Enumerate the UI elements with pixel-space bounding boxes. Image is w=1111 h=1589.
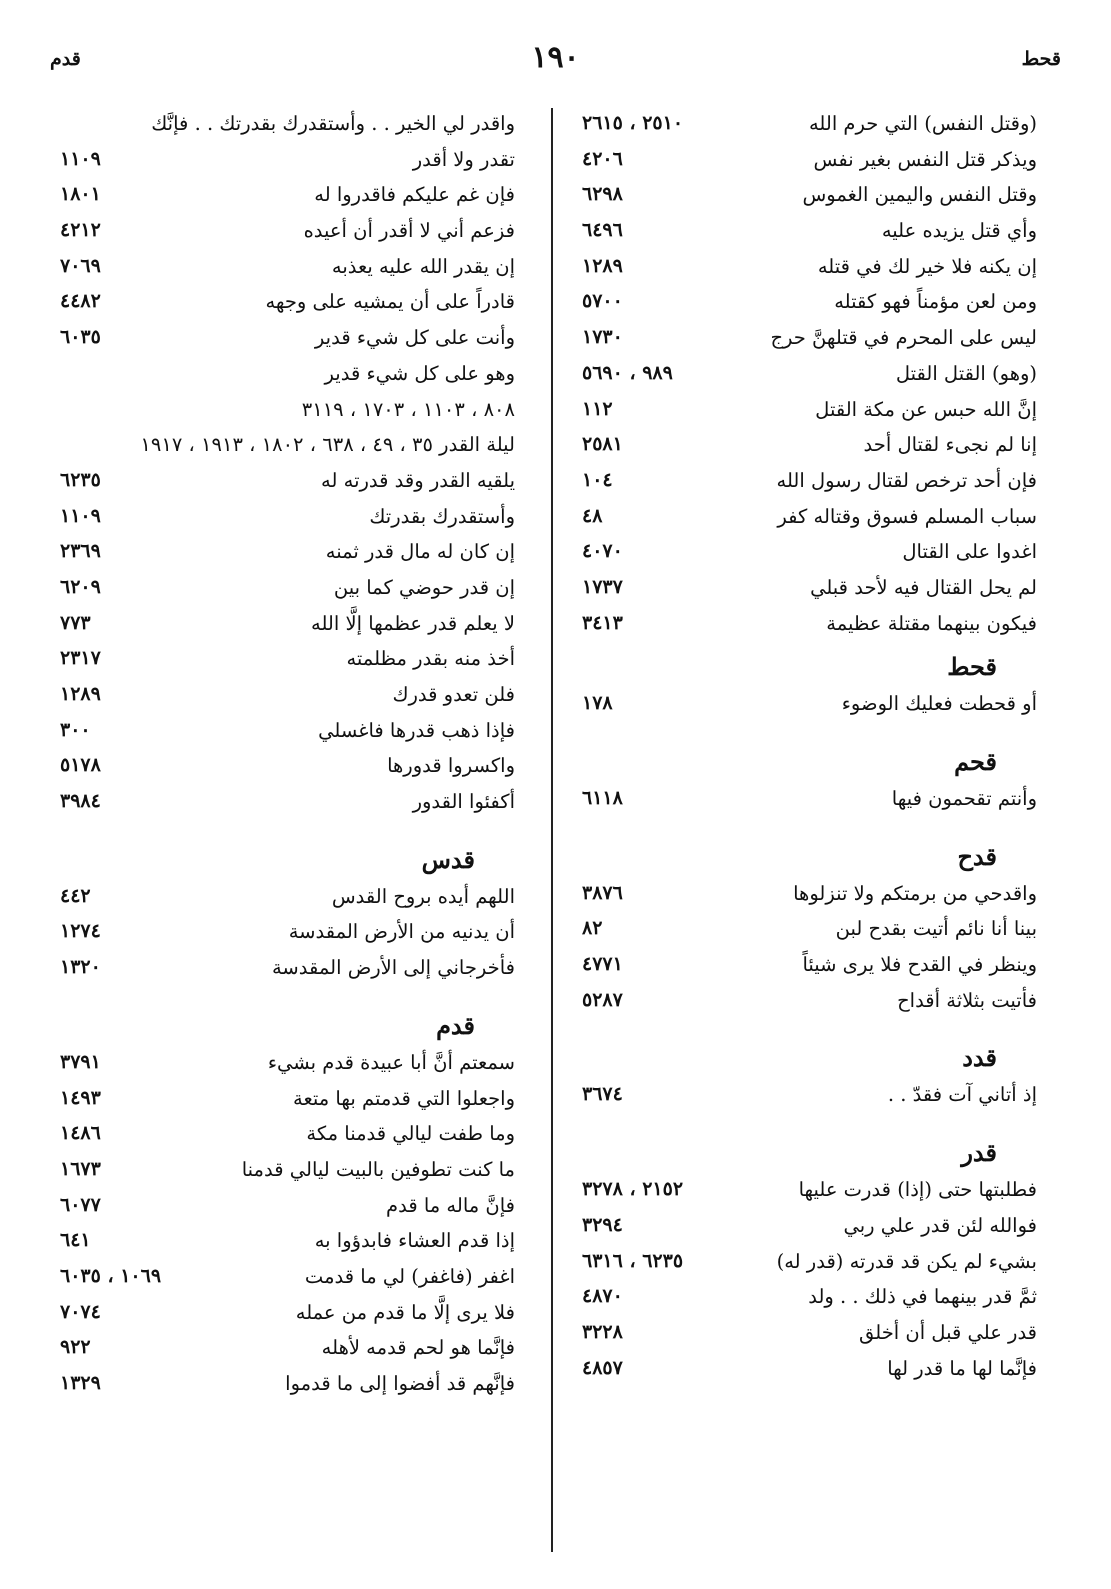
root-heading — [582, 1032, 1037, 1077]
entry-number: ١٣٢٩ — [60, 1372, 101, 1394]
entry-text: وهو على كل شيء قدير — [324, 361, 515, 385]
index-entry — [60, 1045, 515, 1081]
index-entry — [582, 1315, 1037, 1351]
entry-number: ٩٨٩ ، ٥٦٩٠ — [582, 361, 673, 384]
entry-number: ٧٧٣ — [60, 611, 91, 634]
entry-number: ٨٢ — [582, 917, 603, 940]
index-entry — [582, 463, 1037, 499]
index-entry — [582, 1279, 1037, 1315]
index-entry — [60, 1188, 515, 1224]
entry-text: إذ أتاني آت فقدّ . . — [887, 1083, 1037, 1107]
header-end-word: قدم — [50, 48, 81, 70]
entry-text: واقدر لي الخير . . وأستقدرك بقدرتك . . فإنَّك — [151, 112, 515, 135]
entry-number: ١٤٨٦ — [60, 1122, 101, 1145]
entry-number: ٢٣١٧ — [60, 647, 101, 670]
root-heading-text: قدد — [962, 1043, 997, 1073]
entry-text: لم يحل القتال فيه لأحد قبلي — [810, 575, 1037, 599]
entry-text: تقدر ولا أقدر — [412, 147, 515, 171]
entry-text: قادراً على أن يمشيه على وجهه — [265, 290, 515, 314]
entry-number: ١٤٩٣ — [60, 1086, 101, 1109]
root-heading-text: قحط — [947, 652, 997, 682]
entry-number: ١١٠٩ — [60, 147, 101, 170]
index-entry — [582, 392, 1037, 428]
root-heading-text: قدس — [421, 844, 475, 874]
entry-number: ١٦٧٣ — [60, 1157, 101, 1180]
index-entry — [60, 914, 515, 950]
left-column — [60, 106, 515, 1402]
index-entry — [582, 142, 1037, 178]
index-entry — [60, 427, 515, 463]
index-entry — [582, 320, 1037, 356]
entry-number: ١٠٦٩ ، ٦٠٣٥ — [60, 1264, 162, 1287]
root-heading — [582, 736, 1037, 781]
index-entry — [60, 320, 515, 356]
entry-text: واجعلوا التي قدمتم بها متعة — [293, 1086, 515, 1110]
entry-text: اغفر (فاغفر) لي ما قدمت — [304, 1264, 515, 1288]
entry-text: أكفئوا القدور — [412, 790, 515, 814]
entry-number: ٤٧٧١ — [582, 953, 623, 976]
index-entry — [60, 1152, 515, 1188]
entry-number: ٥٧٠٠ — [582, 290, 623, 313]
index-entry — [60, 213, 515, 249]
entry-number: ٣٢٩٤ — [582, 1213, 623, 1236]
page-number: ١٩٠ — [531, 40, 580, 75]
entry-number: ١١٢ — [582, 397, 613, 420]
index-entry — [582, 1208, 1037, 1244]
entry-number: ٦٢٩٨ — [582, 183, 623, 206]
index-entry — [582, 213, 1037, 249]
entry-number: ٣٠٠ — [60, 718, 91, 741]
index-entry — [60, 1259, 515, 1295]
entry-text: وأنتم تقحمون فيها — [891, 787, 1037, 810]
entry-text: ويذكر قتل النفس بغير نفس — [813, 147, 1037, 171]
entry-text: فوالله لئن قدر علي ربي — [843, 1213, 1037, 1237]
spacer — [582, 1018, 1037, 1032]
entry-text: اللهم أيده بروح القدس — [331, 884, 515, 908]
entry-text: وأستقدرك بقدرتك — [369, 504, 515, 528]
entry-number: ١٧٨ — [582, 692, 613, 715]
entry-text: بشيء لم يكن قد قدرته (قدر له) — [776, 1249, 1037, 1273]
entry-number: ١٣٢٠ — [60, 956, 101, 979]
index-entry — [582, 356, 1037, 392]
entry-text: ومن لعن مؤمناً فهو كقتله — [834, 290, 1037, 314]
entry-text: فإنَّما هو لحم قدمه لأهله — [321, 1336, 515, 1360]
index-entry — [582, 947, 1037, 983]
index-entry — [60, 1366, 515, 1402]
index-entry — [60, 677, 515, 713]
root-heading-text: قدح — [957, 841, 997, 871]
entry-number: ١٨٠١ — [60, 183, 101, 206]
entry-text: واقدحي من برمتكم ولا تنزلوها — [793, 881, 1037, 905]
index-entry — [582, 1244, 1037, 1280]
index-entry — [60, 284, 515, 320]
entry-number: ٦٢٣٥ — [60, 468, 101, 491]
entry-number: ٣٦٧٤ — [582, 1083, 623, 1106]
entry-text: إن كان له مال قدر ثمنه — [325, 540, 515, 564]
entry-text: لا يعلم قدر عظمها إلَّا الله — [311, 611, 515, 635]
entry-text: يلقيه القدر وقد قدرته له — [321, 468, 515, 492]
entry-number: ١٢٨٩ — [582, 254, 623, 277]
index-entry — [582, 284, 1037, 320]
entry-text: اغدوا على القتال — [902, 540, 1037, 564]
index-entry — [60, 356, 515, 392]
index-entry — [582, 686, 1037, 722]
entry-number: ٣٨٧٦ — [582, 881, 623, 904]
index-entry — [60, 249, 515, 285]
entry-text: فأتيت بثلاثة أقداح — [897, 988, 1037, 1012]
entry-text: إنا لم نجىء لقتال أحد — [863, 433, 1037, 457]
index-entry — [582, 1172, 1037, 1208]
spacer — [582, 1113, 1037, 1127]
root-heading-text: قدر — [961, 1138, 997, 1168]
index-entry — [60, 142, 515, 178]
index-entry — [582, 427, 1037, 463]
entry-text: وقتل النفس واليمين الغموس — [802, 183, 1037, 207]
entry-number: ٦٤١ — [60, 1229, 91, 1252]
entry-text: ثمَّ قدر بينهما في ذلك . . ولد — [808, 1285, 1037, 1309]
entry-text: فإذا ذهب قدرها فاغسلي — [318, 718, 515, 742]
entry-number: ١١٠٩ — [60, 504, 101, 527]
entry-text: إنَّ الله حبس عن مكة القتل — [815, 397, 1037, 421]
entry-text: وأنت على كل شيء قدير — [314, 326, 515, 350]
entry-number: ١٢٨٩ — [60, 683, 101, 705]
page-header — [50, 40, 1061, 84]
entry-text: ما كنت تطوفين بالبيت ليالي قدمنا — [241, 1157, 515, 1181]
root-heading-text: قحم — [954, 747, 997, 776]
entry-number: ٤٨٧٠ — [582, 1285, 623, 1308]
entry-text: واكسروا قدورها — [387, 754, 515, 778]
index-entry — [60, 713, 515, 749]
entry-number: ٦٠٣٥ — [60, 326, 101, 349]
entry-text: سباب المسلم فسوق وقتاله كفر — [777, 504, 1037, 528]
entry-number: ٤٢١٢ — [60, 219, 101, 242]
entry-number: ٤٢٠٦ — [582, 147, 623, 170]
entry-number: ٩٢٢ — [60, 1336, 91, 1359]
root-heading — [60, 1000, 515, 1045]
entry-number: ٦٢٣٥ ، ٦٣١٦ — [582, 1249, 684, 1272]
entry-text: فيكون بينهما مقتلة عظيمة — [826, 611, 1037, 635]
index-entry — [60, 950, 515, 986]
entry-text: أخذ منه بقدر مظلمته — [346, 647, 515, 671]
entry-number: ٤٨٥٧ — [582, 1356, 623, 1379]
index-entry — [582, 606, 1037, 642]
index-entry — [60, 1330, 515, 1366]
entry-text: ليس على المحرم في قتلهنَّ حرج — [770, 326, 1037, 350]
entry-text: إن يكنه فلا خير لك في قتله — [817, 254, 1037, 278]
spacer — [582, 817, 1037, 831]
index-entry — [582, 177, 1037, 213]
entry-text: فإنَّما لها ما قدر لها — [887, 1356, 1037, 1380]
root-heading — [582, 831, 1037, 876]
entry-number: ٥١٧٨ — [60, 754, 101, 777]
entry-text: فزعم أني لا أقدر أن أعيده — [303, 219, 515, 243]
entry-text: إن قدر حوضي كما بين — [333, 575, 515, 599]
entry-text: وينظر في القدح فلا يرى شيئاً — [802, 953, 1037, 977]
entry-text: فإن أحد ترخص لقتال رسول الله — [776, 468, 1037, 492]
entry-text: فلن تعدو قدرك — [392, 683, 515, 706]
entry-number: ٢١٥٢ ، ٣٢٧٨ — [582, 1178, 684, 1201]
column-divider — [551, 108, 553, 1552]
index-entry — [60, 463, 515, 499]
index-entry — [582, 781, 1037, 817]
entry-text: ٨٠٨ ، ١١٠٣ ، ١٧٠٣ ، ٣١١٩ — [301, 397, 515, 421]
index-entry — [60, 748, 515, 784]
entry-text: فإنَّ ماله ما قدم — [386, 1193, 515, 1217]
entry-text: فطلبتها حتى (إذا) قدرت عليها — [798, 1178, 1037, 1202]
index-entry — [60, 784, 515, 820]
index-entry — [60, 1295, 515, 1331]
entry-number: ٦٢٠٩ — [60, 575, 101, 598]
entry-number: ٧٠٦٩ — [60, 254, 101, 277]
entry-text: وأي قتل يزيده عليه — [881, 219, 1037, 243]
index-entry — [60, 1223, 515, 1259]
index-entry — [582, 911, 1037, 947]
index-entry — [582, 106, 1037, 142]
index-entry — [60, 641, 515, 677]
entry-number: ١٢٧٤ — [60, 920, 101, 943]
entry-number: ٧٠٧٤ — [60, 1300, 101, 1323]
spacer — [60, 820, 515, 834]
entry-text: إن يقدر الله عليه يعذبه — [331, 254, 515, 278]
entry-number: ٣٢٢٨ — [582, 1320, 623, 1343]
index-entry — [60, 177, 515, 213]
entry-text: فإن غم عليكم فاقدروا له — [314, 183, 515, 207]
entry-text: ليلة القدر ٣٥ ، ٤٩ ، ٦٣٨ ، ١٨٠٢ ، ١٩١٣ ، ١٩١٧ — [140, 433, 515, 457]
entry-number: ٢٣٦٩ — [60, 540, 101, 563]
root-heading — [582, 641, 1037, 686]
root-heading — [60, 834, 515, 879]
entry-number: ٤٤٢ — [60, 884, 91, 907]
index-entry — [60, 570, 515, 606]
entry-number: ٤٠٧٠ — [582, 540, 623, 563]
spacer — [582, 722, 1037, 736]
index-entry — [60, 534, 515, 570]
index-entry — [60, 499, 515, 535]
index-entry — [582, 249, 1037, 285]
entry-text: سمعتم أنَّ أبا عبيدة قدم بشيء — [267, 1050, 515, 1074]
entry-text: أن يدنيه من الأرض المقدسة — [288, 920, 515, 944]
index-entry — [582, 534, 1037, 570]
entry-number: ٣٩٨٤ — [60, 790, 101, 813]
index-entry — [60, 1116, 515, 1152]
index-entry — [60, 879, 515, 915]
index-entry — [582, 1351, 1037, 1387]
entry-number: ٦٤٩٦ — [582, 219, 623, 242]
index-entry — [60, 392, 515, 428]
index-entry — [582, 499, 1037, 535]
entry-text: أو قحطت فعليك الوضوء — [841, 692, 1037, 716]
root-heading-text: قدم — [436, 1010, 475, 1040]
entry-number: ١٧٣٠ — [582, 326, 623, 349]
spacer — [60, 986, 515, 1000]
entry-number: ٤٤٨٢ — [60, 290, 101, 313]
index-entry — [582, 876, 1037, 912]
entry-number: ٣٤١٣ — [582, 611, 623, 634]
entry-number: ٥٢٨٧ — [582, 988, 623, 1011]
root-heading — [582, 1127, 1037, 1172]
right-column — [582, 106, 1037, 1386]
entry-text: إذا قدم العشاء فابدؤوا به — [314, 1229, 515, 1253]
entry-number: ٢٥١٠ ، ٢٦١٥ — [582, 112, 684, 134]
entry-text: قدر علي قبل أن أخلق — [858, 1320, 1037, 1344]
index-entry — [582, 983, 1037, 1019]
entry-text: فإنَّهم قد أفضوا إلى ما قدموا — [285, 1372, 515, 1395]
entry-number: ٦٠٧٧ — [60, 1193, 101, 1216]
index-entry — [582, 1077, 1037, 1113]
entry-number: ٦١١٨ — [582, 787, 623, 809]
entry-text: فأخرجاني إلى الأرض المقدسة — [271, 956, 515, 980]
entry-text: فلا يرى إلَّا ما قدم من عمله — [295, 1300, 515, 1324]
index-entry — [60, 1081, 515, 1117]
entry-number: ٤٨ — [582, 504, 603, 527]
index-entry — [60, 106, 515, 142]
header-start-word: قحط — [1021, 48, 1061, 70]
entry-number: ١٠٤ — [582, 468, 613, 491]
index-entry — [60, 606, 515, 642]
entry-number: ٣٧٩١ — [60, 1050, 101, 1073]
index-entry — [582, 570, 1037, 606]
entry-number: ١٧٣٧ — [582, 575, 623, 598]
entry-number: ٢٥٨١ — [582, 433, 623, 456]
entry-text: (وقتل النفس) التي حرم الله — [808, 112, 1037, 135]
entry-text: (وهو) القتل القتل — [895, 361, 1037, 385]
entry-text: وما طفت ليالي قدمنا مكة — [306, 1122, 515, 1146]
entry-text: بينا أنا نائم أتيت بقدح لبن — [835, 917, 1037, 941]
